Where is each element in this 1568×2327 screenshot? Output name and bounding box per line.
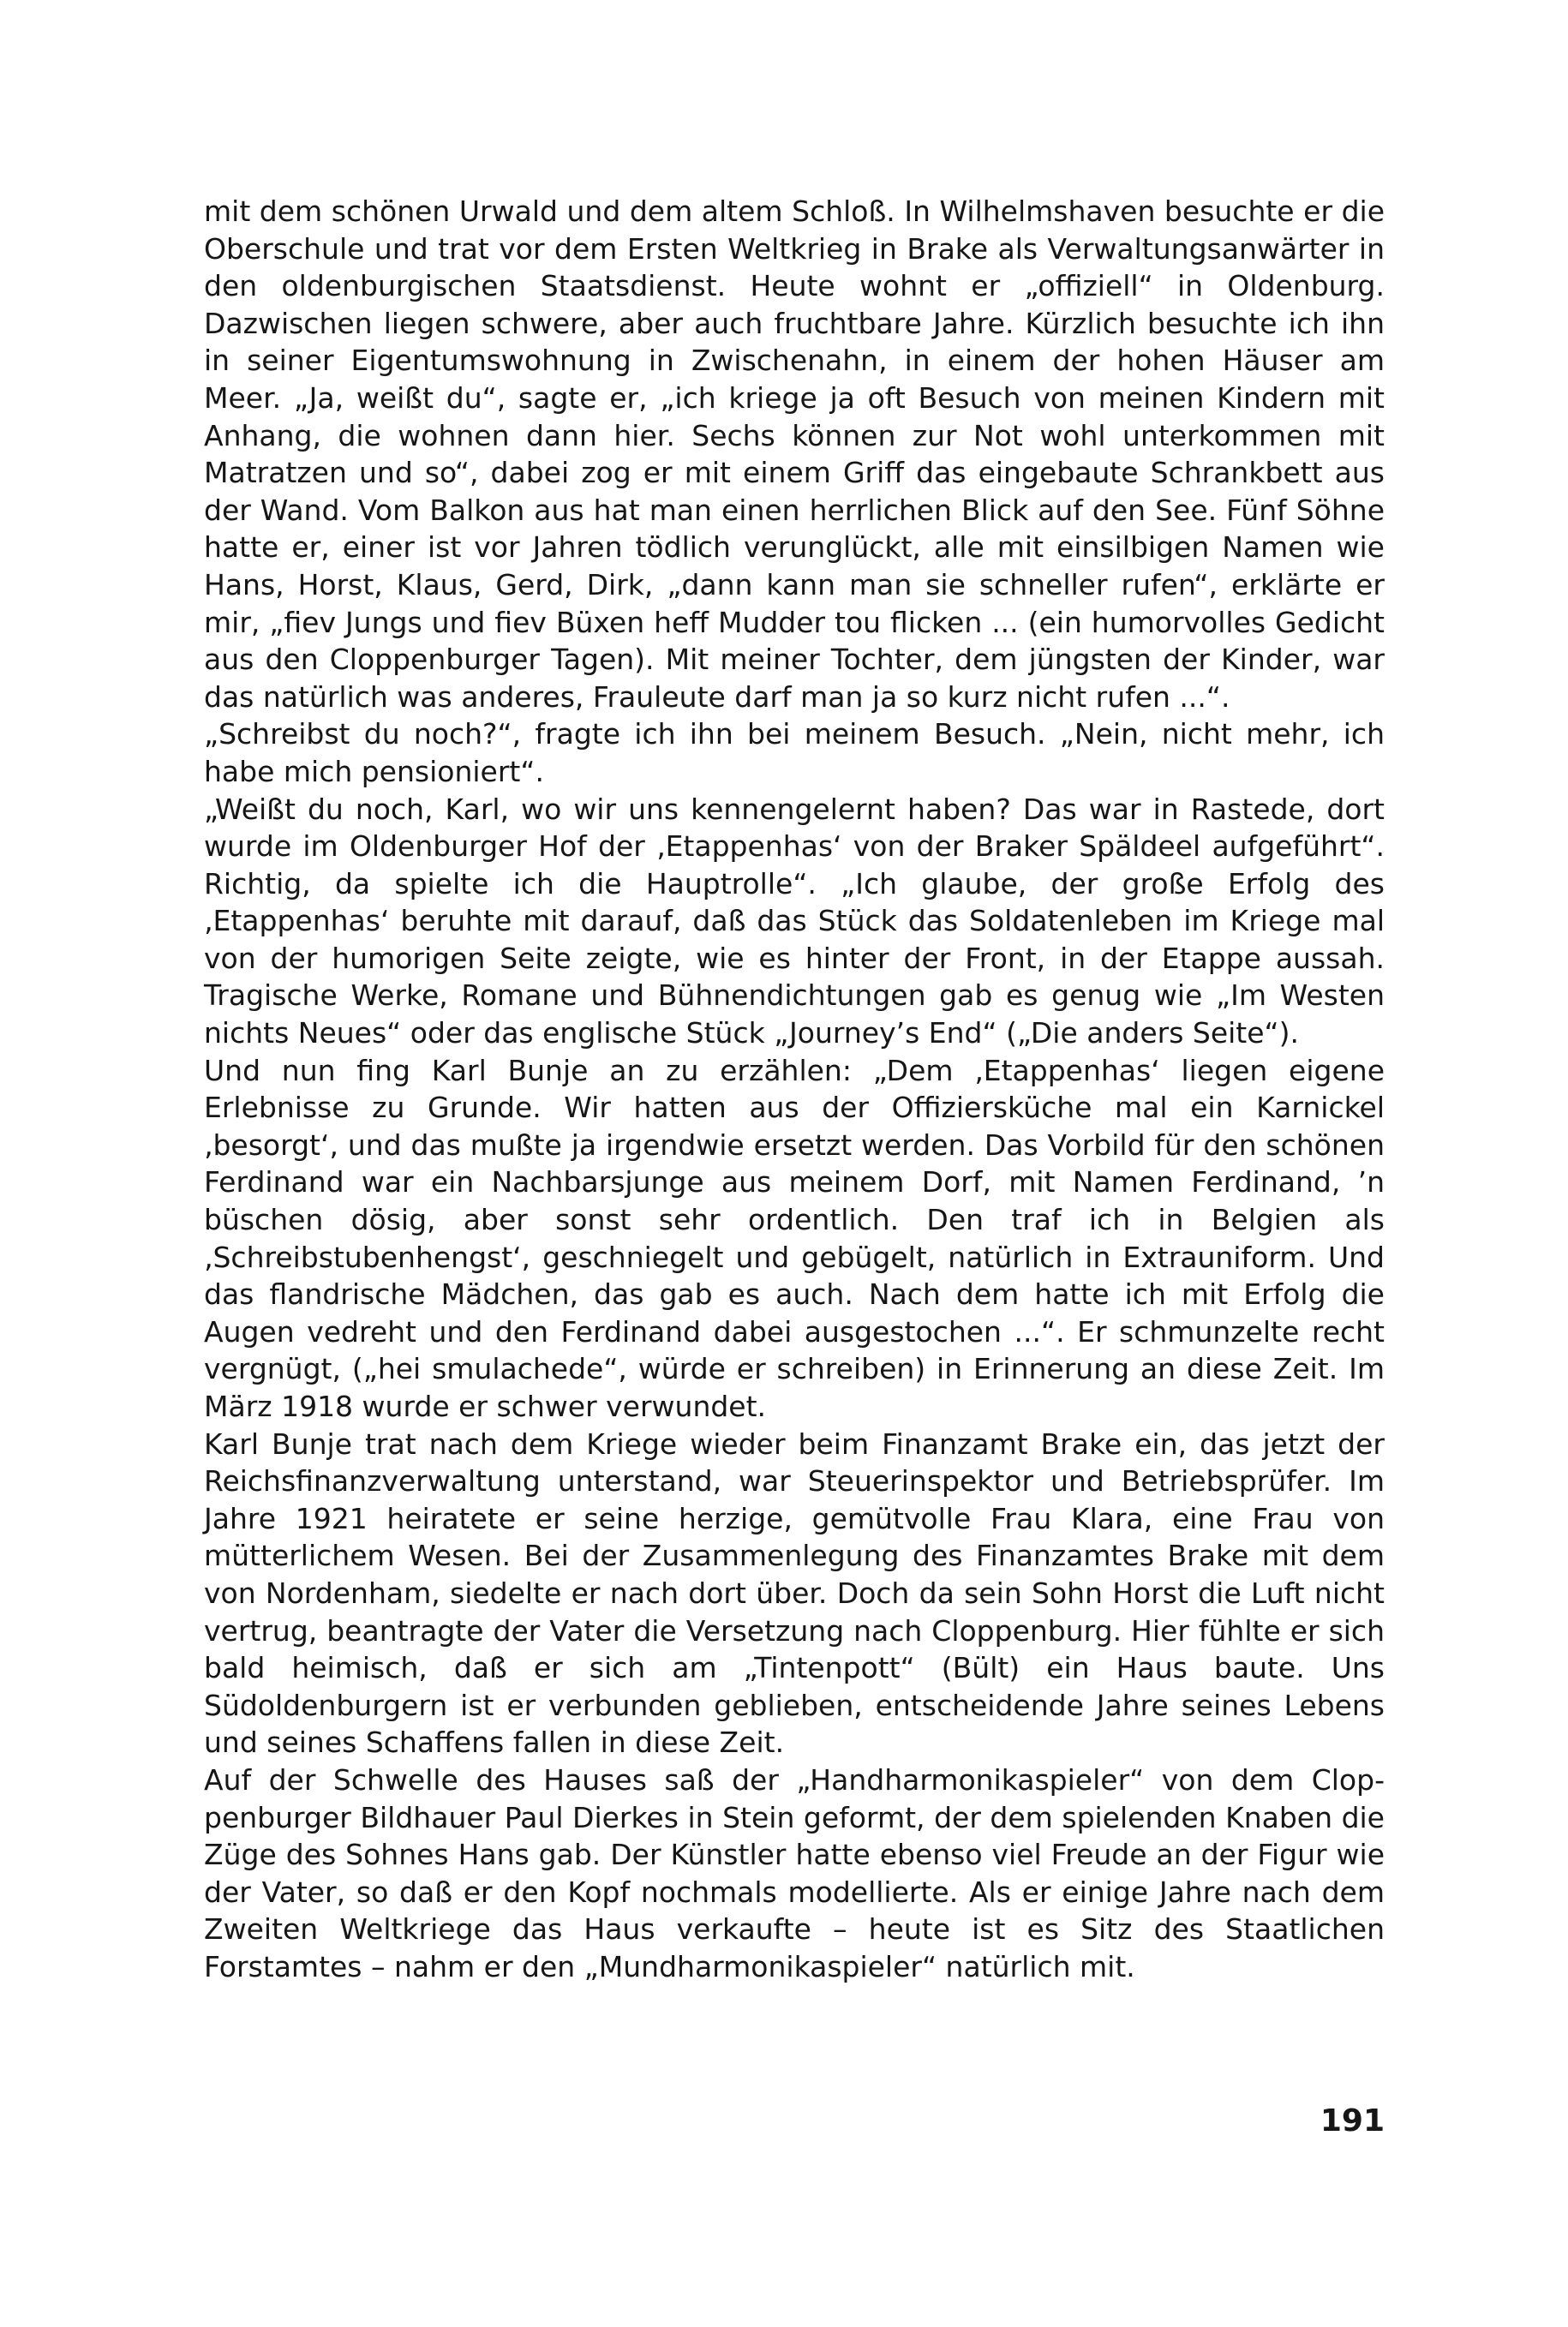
body-text [204,193,1385,1986]
paragraph-4: Und nun fing Karl Bunje an zu erzählen: „Dem ‚Etappenhas‘ liegen eigene Erlebnisse zu Grunde. Wir hatten aus der Offiziersküche mal ein Karnickel ‚besorgt‘, und das mußte ja irgendwie ersetzt werden. Das Vorbild für den schönen Ferdinand war ein Nachbarsjunge aus meinem Dorf, mit Namen Ferdinand, ’n büschen dösig, aber sonst sehr ordentlich. Den traf ich in Belgien als ‚Schreibstubenhengst‘, geschniegelt und gebügelt, natürlich in Extrauniform. Und das flandrische Mädchen, das gab es auch. Nach dem hatte ich mit Erfolg die Augen vedreht und den Ferdinand dabei ausgestochen ...“. Er schmunzelte recht vergnügt, („hei smulachede“, würde er schreiben) in Erinnerung an diese Zeit. Im März 1918 wurde er schwer verwundet. [204,1053,1385,1423]
paragraph-6: Auf der Schwelle des Hauses saß der „Handharmonikaspieler“ von dem Cloppenburger Bildhauer Paul Dierkes in Stein geformt, der dem spielenden Knaben die Züge des Sohnes Hans gab. Der Künstler hatte ebenso viel Freude an der Figur wie der Vater, so daß er den Kopf nochmals modellierte. Als er einige Jahre nach dem Zweiten Weltkriege das Haus verkaufte – heute ist es Sitz des Staatlichen Forstamtes – nahm er den „Mundharmonikaspieler“ natürlich mit. [204,1762,1385,1983]
paragraph-3: „Weißt du noch, Karl, wo wir uns kennengelernt haben? Das war in Rastede, dort wurde im Oldenburger Hof der ‚Etappenhas‘ von der Braker Späldeel aufgeführt“. Richtig, da spielte ich die Hauptrolle“. „Ich glaube, der große Erfolg des ‚Etappenhas‘ beruhte mit darauf, daß das Stück das Soldatenleben im Kriege mal von der humorigen Seite zeigte, wie es hinter der Front, in der Etappe aussah. Tragische Werke, Romane und Bühnendichtungen gab es genug wie „Im Westen nichts Neues“ oder das englische Stück „Journey’s End“ („Die anders Seite“). [204,792,1385,1050]
paragraph-5: Karl Bunje trat nach dem Kriege wieder beim Finanzamt Brake ein, das jetzt der Reichsfinanzverwaltung unterstand, war Steuerinspektor und Betriebsprüfer. Im Jahre 1921 heiratete er seine herzige, gemütvolle Frau Klara, eine Frau von mütterlichem Wesen. Bei der Zusammenlegung des Finanzamtes Brake mit dem von Nordenham, siedelte er nach dort über. Doch da sein Sohn Horst die Luft nicht vertrug, beantragte der Vater die Versetzung nach Cloppenburg. Hier fühlte er sich bald heimisch, daß er sich am „Tintenpott“ (Bült) ein Haus baute. Uns Südoldenburgern ist er verbunden geblieben, entscheidende Jahre seines Lebens und seines Schaffens fallen in diese Zeit. [204,1427,1385,1760]
paragraph-2: „Schreibst du noch?“, fragte ich ihn bei meinem Besuch. „Nein, nicht mehr, ich habe mich pensioniert“. [204,717,1385,788]
page-number: 191 [1320,2103,1385,2139]
paragraph-1: mit dem schönen Urwald und dem altem Schloß. In Wilhelmshaven besuchte er die Oberschule und trat vor dem Ersten Weltkrieg in Brake als Verwaltungsanwärter in den oldenburgischen Staatsdienst. Heute wohnt er „offiziell“ in Oldenburg. Dazwischen liegen schwere, aber auch fruchtbare Jahre. Kürzlich besuchte ich ihn in seiner Eigentumswohnung in Zwischenahn, in einem der hohen Häuser am Meer. „Ja, weißt du“, sagte er, „ich kriege ja oft Besuch von meinen Kindern mit Anhang, die wohnen dann hier. Sechs können zur Not wohl unterkommen mit Matratzen und so“, dabei zog er mit einem Griff das eingebaute Schrankbett aus der Wand. Vom Balkon aus hat man einen herrlichen Blick auf den See. Fünf Söhne hatte er, einer ist vor Jahren tödlich verunglückt, alle mit einsilbigen Namen wie Hans, Horst, Klaus, Gerd, Dirk, „dann kann man sie schneller rufen“, erklärte er mir, „fiev Jungs und fiev Büxen heff Mudder tou flicken ... (ein humorvolles Gedicht aus den Cloppenburger Tagen). Mit meiner Tochter, dem jüngsten der Kinder, war das natürlich was anderes, Frauleute darf man ja so kurz nicht rufen ...“. [204,194,1385,714]
